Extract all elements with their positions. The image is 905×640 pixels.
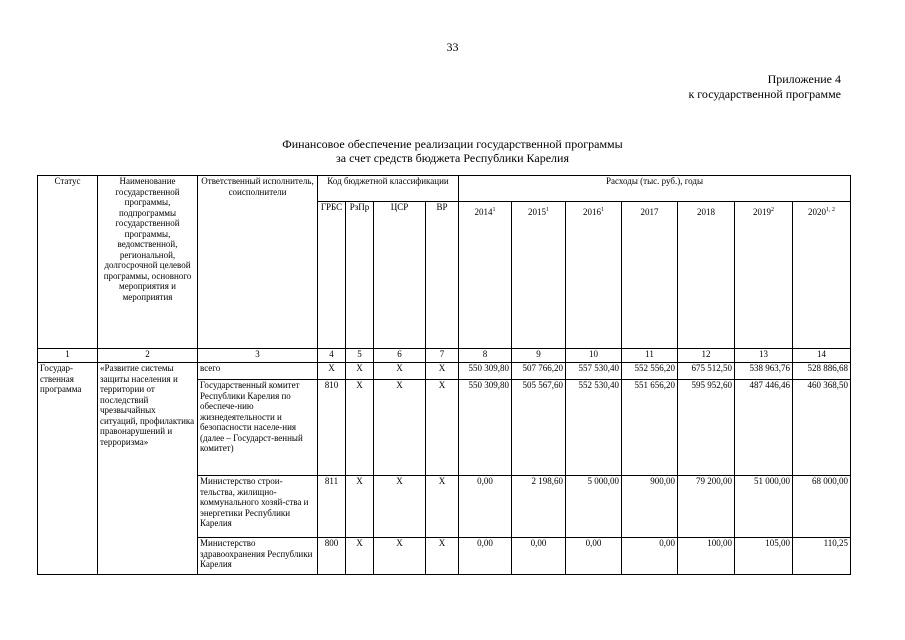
column-number: 4	[318, 349, 346, 363]
appendix-line-2: к государственной программе	[688, 87, 841, 101]
row-grbs: X	[318, 363, 346, 380]
row-grbs: 810	[318, 380, 346, 476]
column-number: 8	[459, 349, 512, 363]
row-value-2019: 487 446,46	[735, 380, 793, 476]
row-value-2019: 105,00	[735, 538, 793, 575]
row-executor: Министерство строи-тельства, жилищно-коммунального хозяй-ства и энергетики Республики Карелия	[198, 476, 318, 538]
header-code-vr: ВР	[426, 202, 459, 349]
row-value-2014: 0,00	[459, 476, 512, 538]
header-year-2017: 2017	[622, 202, 678, 349]
row-value-2020: 460 368,50	[793, 380, 851, 476]
header-name: Наименование государственной программы, подпрограммы государственной программы, ведомственной, региональной, долгосрочной целевой программы, основного мероприятия и мероприятия	[98, 176, 198, 349]
row-value-2016: 5 000,00	[566, 476, 622, 538]
row-csr: X	[374, 476, 426, 538]
row-csr: X	[374, 380, 426, 476]
header-year-2018: 2018	[678, 202, 735, 349]
row-value-2016: 0,00	[566, 538, 622, 575]
column-number: 5	[346, 349, 374, 363]
row-grbs: 811	[318, 476, 346, 538]
row-value-2017: 552 556,20	[622, 363, 678, 380]
column-number: 12	[678, 349, 735, 363]
row-rzpr: X	[346, 538, 374, 575]
program-name: «Развитие системы защиты населения и территории от последствий чрезвычайных ситуаций, профилактика правонарушений и терроризма»	[98, 363, 198, 575]
row-csr: X	[374, 538, 426, 575]
row-value-2016: 552 530,40	[566, 380, 622, 476]
row-value-2017: 551 656,20	[622, 380, 678, 476]
row-rzpr: X	[346, 476, 374, 538]
document-title	[0, 137, 905, 165]
row-value-2020: 110,25	[793, 538, 851, 575]
header-code-grbs: ГРБС	[318, 202, 346, 349]
title-line-2: за счет средств бюджета Республики Карелия	[336, 151, 569, 165]
row-value-2014: 550 309,80	[459, 380, 512, 476]
column-number: 1	[38, 349, 98, 363]
header-code-rzpr: РзПр	[346, 202, 374, 349]
column-number: 10	[566, 349, 622, 363]
column-number: 14	[793, 349, 851, 363]
program-status: Государ-ственная программа	[38, 363, 98, 575]
header-executor: Ответственный исполнитель, соисполнители	[198, 176, 318, 349]
row-value-2015: 0,00	[512, 538, 566, 575]
row-value-2016: 557 530,40	[566, 363, 622, 380]
row-vr: X	[426, 363, 459, 380]
header-year-2015: 2015$^1$	[512, 202, 566, 349]
row-csr: X	[374, 363, 426, 380]
row-vr: X	[426, 538, 459, 575]
column-number: 7	[426, 349, 459, 363]
row-value-2015: 507 766,20	[512, 363, 566, 380]
row-value-2015: 505 567,60	[512, 380, 566, 476]
header-code-csr: ЦСР	[374, 202, 426, 349]
row-vr: X	[426, 476, 459, 538]
header-year-2014: 2014$^1$	[459, 202, 512, 349]
financing-table	[37, 175, 851, 575]
row-executor: Министерство здравоохранения Республики Карелия	[198, 538, 318, 575]
column-number: 13	[735, 349, 793, 363]
row-value-2014: 0,00	[459, 538, 512, 575]
row-value-2018: 79 200,00	[678, 476, 735, 538]
row-value-2017: 900,00	[622, 476, 678, 538]
row-value-2015: 2 198,60	[512, 476, 566, 538]
row-value-2018: 595 952,60	[678, 380, 735, 476]
header-row-1	[38, 176, 851, 202]
row-value-2020: 68 000,00	[793, 476, 851, 538]
row-rzpr: X	[346, 363, 374, 380]
header-status: Статус	[38, 176, 98, 349]
header-expenses: Расходы (тыс. руб.), годы	[459, 176, 851, 202]
appendix-line-1: Приложение 4	[767, 72, 841, 86]
row-rzpr: X	[346, 380, 374, 476]
page-number: 33	[446, 40, 459, 54]
table-row	[38, 363, 851, 380]
row-executor: всего	[198, 363, 318, 380]
row-value-2018: 675 512,50	[678, 363, 735, 380]
column-number: 3	[198, 349, 318, 363]
row-value-2018: 100,00	[678, 538, 735, 575]
row-value-2019: 51 000,00	[735, 476, 793, 538]
row-value-2020: 528 886,68	[793, 363, 851, 380]
header-year-2020: 2020$^{1, 2}$	[793, 202, 851, 349]
column-number: 2	[98, 349, 198, 363]
row-value-2014: 550 309,80	[459, 363, 512, 380]
column-numbers-row	[38, 349, 851, 363]
header-year-2016: 2016$^1$	[566, 202, 622, 349]
header-year-2019: 2019$^2$	[735, 202, 793, 349]
title-line-1: Финансовое обеспечение реализации государственной программы	[282, 137, 623, 151]
row-executor: Государственный комитет Республики Карелия по обеспече-нию жизнедеятельности и безопасности населе-ния (далее – Государст-венный комитет)	[198, 380, 318, 476]
column-number: 9	[512, 349, 566, 363]
row-vr: X	[426, 380, 459, 476]
row-value-2019: 538 963,76	[735, 363, 793, 380]
column-number: 6	[374, 349, 426, 363]
appendix-caption	[688, 72, 841, 102]
row-value-2017: 0,00	[622, 538, 678, 575]
row-grbs: 800	[318, 538, 346, 575]
header-budget-code: Код бюджетной классификации	[318, 176, 459, 202]
column-number: 11	[622, 349, 678, 363]
